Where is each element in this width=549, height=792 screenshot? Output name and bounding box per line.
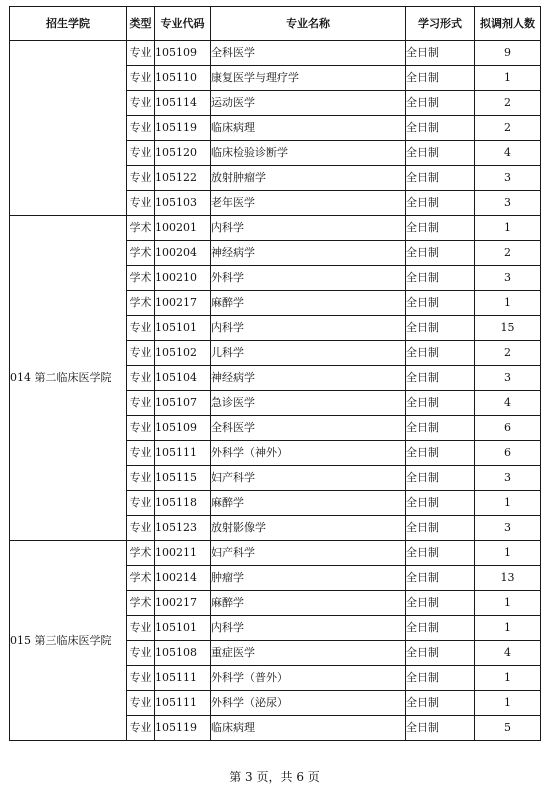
- type-cell: 专业: [127, 141, 155, 166]
- admissions-table: [9, 6, 541, 741]
- type-cell: 专业: [127, 466, 155, 491]
- code-cell: 100217: [155, 291, 211, 316]
- count-cell: 3: [475, 366, 541, 391]
- code-cell: 100204: [155, 241, 211, 266]
- code-cell: 105110: [155, 66, 211, 91]
- header-college: 招生学院: [10, 7, 127, 41]
- code-cell: 105119: [155, 716, 211, 741]
- mode-cell: 全日制: [406, 516, 475, 541]
- count-cell: 2: [475, 116, 541, 141]
- header-row: [10, 7, 541, 41]
- count-cell: 5: [475, 716, 541, 741]
- mode-cell: 全日制: [406, 541, 475, 566]
- count-cell: 1: [475, 66, 541, 91]
- mode-cell: 全日制: [406, 116, 475, 141]
- mode-cell: 全日制: [406, 141, 475, 166]
- header-type: 类型: [127, 7, 155, 41]
- count-cell: 4: [475, 391, 541, 416]
- count-cell: 6: [475, 441, 541, 466]
- major-cell: 内科学: [211, 616, 406, 641]
- major-cell: 麻醉学: [211, 491, 406, 516]
- type-cell: 学术: [127, 266, 155, 291]
- type-cell: 专业: [127, 516, 155, 541]
- major-cell: 重症医学: [211, 641, 406, 666]
- count-cell: 6: [475, 416, 541, 441]
- type-cell: 专业: [127, 116, 155, 141]
- code-cell: 105115: [155, 466, 211, 491]
- major-cell: 全科医学: [211, 41, 406, 66]
- mode-cell: 全日制: [406, 466, 475, 491]
- major-cell: 麻醉学: [211, 291, 406, 316]
- mode-cell: 全日制: [406, 641, 475, 666]
- type-cell: 专业: [127, 391, 155, 416]
- major-cell: 内科学: [211, 216, 406, 241]
- count-cell: 9: [475, 41, 541, 66]
- type-cell: 专业: [127, 666, 155, 691]
- type-cell: 学术: [127, 541, 155, 566]
- type-cell: 学术: [127, 591, 155, 616]
- major-cell: 外科学: [211, 266, 406, 291]
- mode-cell: 全日制: [406, 341, 475, 366]
- count-cell: 2: [475, 341, 541, 366]
- code-cell: 105107: [155, 391, 211, 416]
- mode-cell: 全日制: [406, 241, 475, 266]
- code-cell: 100201: [155, 216, 211, 241]
- type-cell: 专业: [127, 341, 155, 366]
- major-cell: 妇产科学: [211, 466, 406, 491]
- mode-cell: 全日制: [406, 441, 475, 466]
- major-cell: 肿瘤学: [211, 566, 406, 591]
- header-mode: 学习形式: [406, 7, 475, 41]
- code-cell: 105109: [155, 41, 211, 66]
- major-cell: 运动医学: [211, 91, 406, 116]
- code-cell: 105108: [155, 641, 211, 666]
- major-cell: 康复医学与理疗学: [211, 66, 406, 91]
- major-cell: 老年医学: [211, 191, 406, 216]
- count-cell: 1: [475, 691, 541, 716]
- type-cell: 专业: [127, 691, 155, 716]
- code-cell: 105111: [155, 441, 211, 466]
- code-cell: 105114: [155, 91, 211, 116]
- count-cell: 1: [475, 616, 541, 641]
- count-cell: 1: [475, 591, 541, 616]
- type-cell: 专业: [127, 316, 155, 341]
- mode-cell: 全日制: [406, 266, 475, 291]
- count-cell: 1: [475, 541, 541, 566]
- type-cell: 学术: [127, 216, 155, 241]
- type-cell: 学术: [127, 566, 155, 591]
- mode-cell: 全日制: [406, 41, 475, 66]
- type-cell: 专业: [127, 491, 155, 516]
- major-cell: 神经病学: [211, 366, 406, 391]
- count-cell: 1: [475, 216, 541, 241]
- mode-cell: 全日制: [406, 691, 475, 716]
- major-cell: 放射影像学: [211, 516, 406, 541]
- college-cell: 015 第三临床医学院: [10, 541, 127, 741]
- major-cell: 临床检验诊断学: [211, 141, 406, 166]
- mode-cell: 全日制: [406, 66, 475, 91]
- mode-cell: 全日制: [406, 316, 475, 341]
- code-cell: 100217: [155, 591, 211, 616]
- count-cell: 4: [475, 641, 541, 666]
- major-cell: 儿科学: [211, 341, 406, 366]
- count-cell: 3: [475, 266, 541, 291]
- page-footer: 第 3 页，共 6 页: [229, 770, 320, 784]
- major-cell: 妇产科学: [211, 541, 406, 566]
- mode-cell: 全日制: [406, 166, 475, 191]
- header-code: 专业代码: [155, 7, 211, 41]
- mode-cell: 全日制: [406, 716, 475, 741]
- major-cell: 神经病学: [211, 241, 406, 266]
- type-cell: 专业: [127, 66, 155, 91]
- code-cell: 105101: [155, 316, 211, 341]
- mode-cell: 全日制: [406, 491, 475, 516]
- code-cell: 100210: [155, 266, 211, 291]
- major-cell: 内科学: [211, 316, 406, 341]
- count-cell: 1: [475, 291, 541, 316]
- type-cell: 学术: [127, 241, 155, 266]
- mode-cell: 全日制: [406, 666, 475, 691]
- count-cell: 13: [475, 566, 541, 591]
- count-cell: 1: [475, 666, 541, 691]
- mode-cell: 全日制: [406, 216, 475, 241]
- major-cell: 全科医学: [211, 416, 406, 441]
- code-cell: 105120: [155, 141, 211, 166]
- mode-cell: 全日制: [406, 391, 475, 416]
- type-cell: 专业: [127, 41, 155, 66]
- college-cell: [10, 41, 127, 216]
- code-cell: 105102: [155, 341, 211, 366]
- college-cell: 014 第二临床医学院: [10, 216, 127, 541]
- header-count: 拟调剂人数: [475, 7, 541, 41]
- major-cell: 外科学（普外）: [211, 666, 406, 691]
- type-cell: 专业: [127, 716, 155, 741]
- type-cell: 专业: [127, 91, 155, 116]
- code-cell: 105101: [155, 616, 211, 641]
- major-cell: 外科学（泌尿）: [211, 691, 406, 716]
- mode-cell: 全日制: [406, 416, 475, 441]
- code-cell: 100211: [155, 541, 211, 566]
- mode-cell: 全日制: [406, 591, 475, 616]
- code-cell: 105111: [155, 666, 211, 691]
- type-cell: 专业: [127, 166, 155, 191]
- code-cell: 100214: [155, 566, 211, 591]
- mode-cell: 全日制: [406, 91, 475, 116]
- table-row: [10, 541, 541, 566]
- major-cell: 急诊医学: [211, 391, 406, 416]
- code-cell: 105111: [155, 691, 211, 716]
- code-cell: 105104: [155, 366, 211, 391]
- table-row: [10, 216, 541, 241]
- code-cell: 105103: [155, 191, 211, 216]
- count-cell: 1: [475, 491, 541, 516]
- major-cell: 临床病理: [211, 716, 406, 741]
- mode-cell: 全日制: [406, 191, 475, 216]
- count-cell: 3: [475, 166, 541, 191]
- count-cell: 2: [475, 91, 541, 116]
- count-cell: 2: [475, 241, 541, 266]
- code-cell: 105109: [155, 416, 211, 441]
- count-cell: 3: [475, 466, 541, 491]
- type-cell: 专业: [127, 616, 155, 641]
- major-cell: 外科学（神外）: [211, 441, 406, 466]
- code-cell: 105123: [155, 516, 211, 541]
- table-row: [10, 41, 541, 66]
- type-cell: 专业: [127, 441, 155, 466]
- major-cell: 麻醉学: [211, 591, 406, 616]
- type-cell: 学术: [127, 291, 155, 316]
- count-cell: 3: [475, 516, 541, 541]
- header-major: 专业名称: [211, 7, 406, 41]
- count-cell: 3: [475, 191, 541, 216]
- type-cell: 专业: [127, 366, 155, 391]
- code-cell: 105122: [155, 166, 211, 191]
- major-cell: 放射肿瘤学: [211, 166, 406, 191]
- count-cell: 15: [475, 316, 541, 341]
- table-body: [10, 41, 541, 741]
- type-cell: 专业: [127, 191, 155, 216]
- type-cell: 专业: [127, 416, 155, 441]
- type-cell: 专业: [127, 641, 155, 666]
- mode-cell: 全日制: [406, 291, 475, 316]
- code-cell: 105118: [155, 491, 211, 516]
- mode-cell: 全日制: [406, 366, 475, 391]
- mode-cell: 全日制: [406, 566, 475, 591]
- major-cell: 临床病理: [211, 116, 406, 141]
- mode-cell: 全日制: [406, 616, 475, 641]
- count-cell: 4: [475, 141, 541, 166]
- code-cell: 105119: [155, 116, 211, 141]
